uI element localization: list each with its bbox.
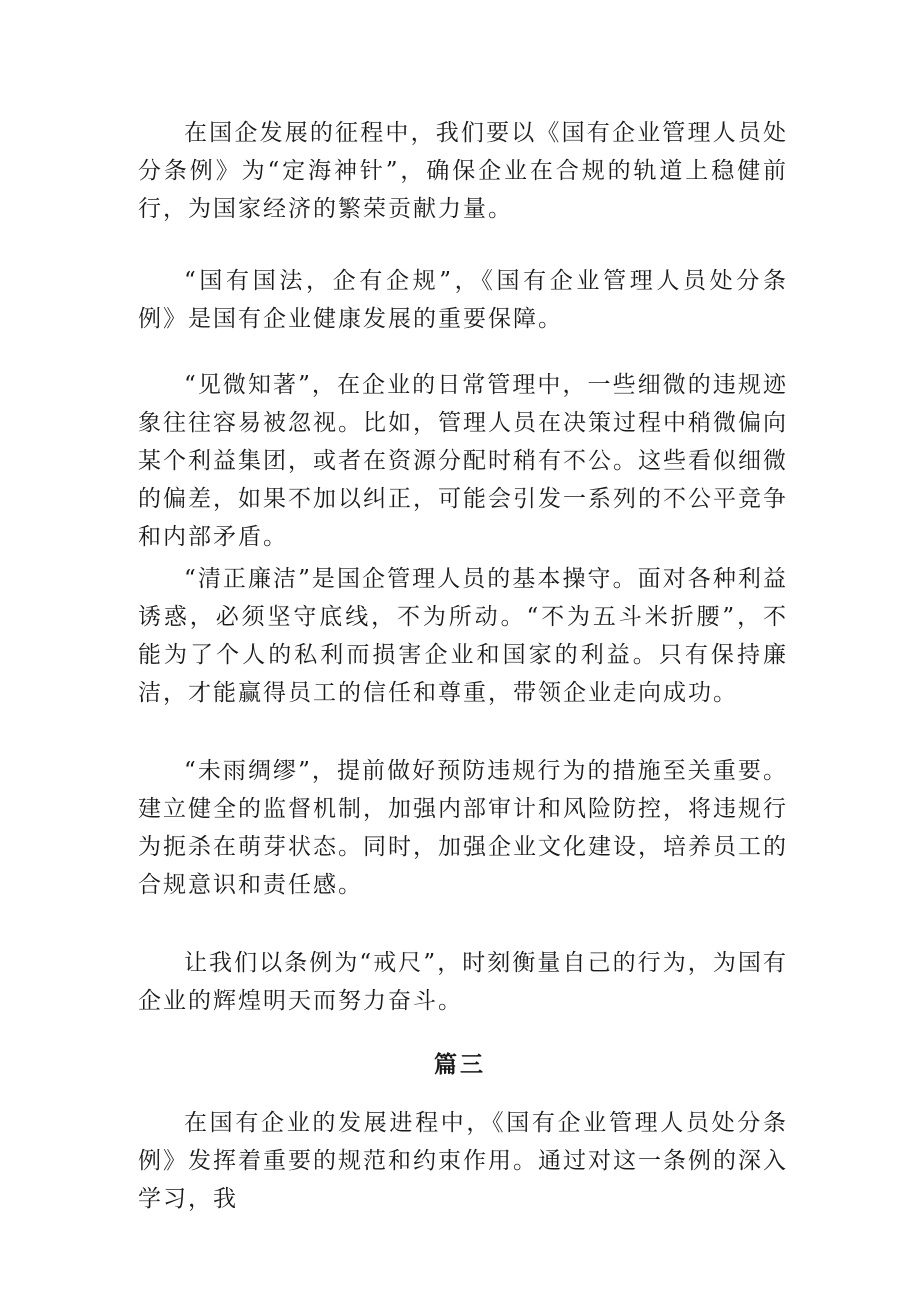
section-heading: 篇三 [434, 1051, 486, 1078]
paragraph: “见微知著”，在企业的日常管理中，一些细微的违规迹象往往容易被忽视。比如，管理人员在决策过程中稍微偏向某个利益集团，或者在资源分配时稍有不公。这些看似细微的偏差，如果不加以纠正，可能会引发一系列的不公平竞争和内部矛盾。 [138, 372, 788, 550]
paragraph: 让我们以条例为“戒尺”，时刻衡量自己的行为，为国有企业的辉煌明天而努力奋斗。 [138, 950, 788, 1014]
paragraph: “清正廉洁”是国企管理人员的基本操守。面对各种利益诱惑，必须坚守底线，不为所动。“不为五斗米折腰”，不能为了个人的私利而损害企业和国家的利益。只有保持廉洁，才能赢得员工的信任和尊重，带领企业走向成功。 [138, 566, 788, 706]
paragraph: 在国有企业的发展进程中，《国有企业管理人员处分条例》发挥着重要的规范和约束作用。通过对这一条例的深入学习，我 [138, 1110, 788, 1212]
paragraph: “未雨绸缪”，提前做好预防违规行为的措施至关重要。建立健全的监督机制，加强内部审计和风险防控，将违规行为扼杀在萌芽状态。同时，加强企业文化建设，培养员工的合规意识和责任感。 [138, 758, 788, 898]
paragraph: 在国企发展的征程中，我们要以《国有企业管理人员处分条例》为“定海神针”，确保企业在合规的轨道上稳健前行，为国家经济的繁荣贡献力量。 [138, 120, 788, 222]
paragraph: “国有国法，企有企规”，《国有企业管理人员处分条例》是国有企业健康发展的重要保障。 [138, 268, 788, 332]
